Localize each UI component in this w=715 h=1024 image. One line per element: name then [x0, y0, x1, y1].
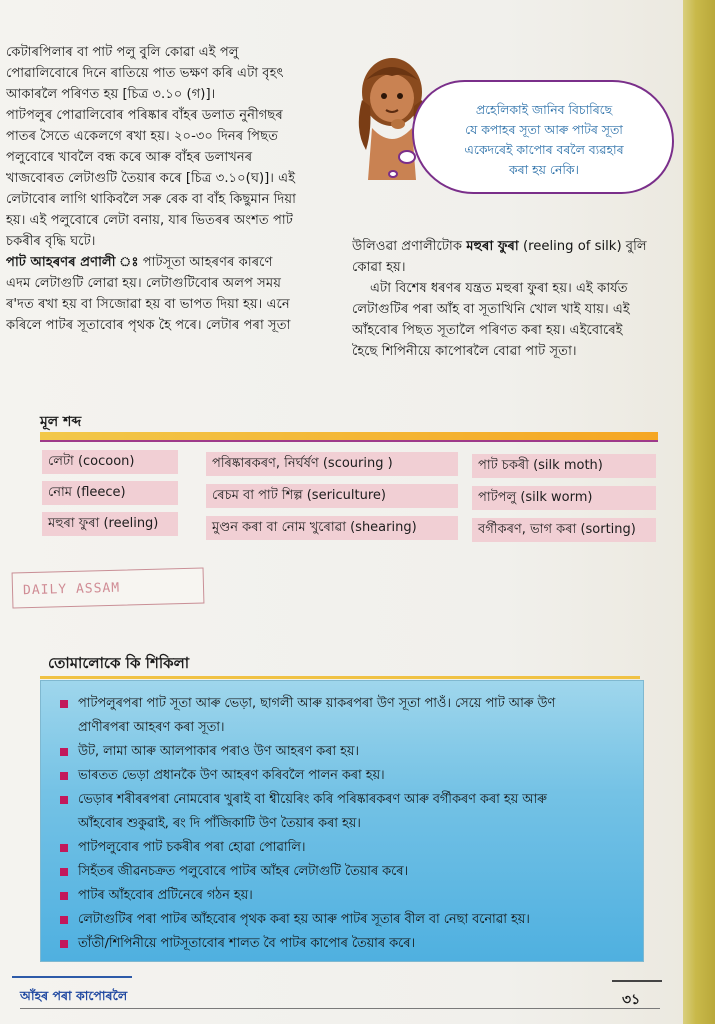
list-item-text: উট, লামা আৰু আলপাকাৰ পৰাও উণ আহৰণ কৰা হয়। [78, 744, 359, 759]
list-item [58, 836, 638, 860]
watermark-stamp: DAILY ASSAM [12, 567, 205, 608]
keyword-cell: পাট চকৰী (silk moth) [472, 454, 656, 478]
keyword-cell: বৰ্গীকৰণ, ভাগ কৰা (sorting) [472, 518, 656, 542]
learned-list [58, 692, 638, 956]
list-item [58, 932, 638, 956]
keyword-cell: পাটপলু (silk worm) [472, 486, 656, 510]
footer-accent-line [12, 976, 132, 978]
keywords-bar [40, 432, 658, 440]
text-line: হৈছে শিপিনীয়ে কাপোৰলৈ বোৱা পাট সূতা। [352, 344, 577, 359]
bubble-tail-dot [398, 150, 416, 164]
list-item [58, 740, 638, 764]
list-item-text: পাটৰ আঁহবোৰ প্ৰটিনেৰে গঠন হয়। [78, 888, 253, 903]
text-line: চকৰীৰ বৃদ্ধি ঘটে। [6, 234, 96, 249]
bullet-icon [60, 700, 68, 708]
text-line: লেটাবোৰ লাগি থাকিবলৈ সৰু ৰেক বা বাঁহ কিছুমান দিয়া [6, 192, 296, 207]
text-line: পাটপলুৰ পোৱালিবোৰ পৰিষ্কাৰ বাঁহৰ ডলাত নুনীগছৰ [6, 108, 283, 123]
bubble-text [424, 100, 664, 180]
bubble-line: কৰা হয় নেকি। [509, 162, 579, 177]
bullet-icon [60, 748, 68, 756]
text-line: এটা বিশেষ ধৰণৰ যন্ত্ৰত মহুৰা ফুৰা হয়। এই কাৰ্যত [370, 281, 628, 296]
bullet-icon [60, 916, 68, 924]
right-column-text [352, 236, 677, 362]
bullet-icon [60, 868, 68, 876]
text-line: পাটসূতা আহৰণৰ কাৰণে [142, 255, 273, 270]
footer-rule [20, 1008, 660, 1009]
bubble-line: যে কপাহৰ সূতা আৰু পাটৰ সূতা [465, 122, 623, 137]
text-line: খাজবোৰত লেটাগুটি তৈয়াৰ কৰে [চিত্ৰ ৩.১০(ঘ)]। এই [6, 171, 296, 186]
text-line: লেটাগুটিৰ পৰা আঁহ বা সূতাখিনি খোল খাই যায়। এই [352, 302, 630, 317]
bullet-icon [60, 844, 68, 852]
text-line: ৰ'দত ৰখা হয় বা সিজোৱা হয় বা ভাপত দিয়া হয়। এনে [6, 297, 290, 312]
bullet-icon [60, 892, 68, 900]
list-item [58, 764, 638, 788]
list-item-text: আঁহবোৰ শুকুৱাই, ৰং দি পাঁজিকাটি উণ তৈয়াৰ কৰা হয়। [78, 816, 361, 831]
bullet-icon [60, 940, 68, 948]
text-line: কোৱা হয়। [352, 260, 406, 275]
list-item-continuation [58, 716, 638, 740]
left-column-text [6, 42, 336, 336]
text-line: পাতৰ সৈতে একেলগে ৰখা হয়। ২০-৩০ দিনৰ পিছত [6, 129, 278, 144]
text-line: কৰিলে পাটৰ সূতাবোৰ পৃথক হৈ পৰে। লেটাৰ পৰা সূতা [6, 318, 291, 333]
text-line: আকাৰলৈ পৰিণত হয় [চিত্ৰ ৩.১০ (গ)]। [6, 87, 216, 102]
list-item-continuation [58, 812, 638, 836]
list-item-text: পাটপলুবোৰ পাট চকৰীৰ পৰা হোৱা পোৱালি। [78, 840, 306, 855]
bubble-line: একেদৰেই কাপোৰ বৰলৈ ব্যৱহাৰ [464, 142, 624, 157]
list-item [58, 692, 638, 716]
text-line: হয়। এই পলুবোৰে লেটা বনায়, যাৰ ভিতৰৰ অংশত পাট [6, 213, 293, 228]
keyword-cell: মুণ্ডন কৰা বা নোম খুৰোৱা (shearing) [206, 516, 458, 540]
page-edge-strip [683, 0, 715, 1024]
reeling-definition-line [352, 236, 677, 257]
text-span: উলিওৱা প্ৰণালীটোক [352, 239, 467, 254]
list-item-text: সিহঁতৰ জীৱনচক্ৰত পলুবোৰে পাটৰ আঁহৰ লেটাগুটি তৈয়াৰ কৰে। [78, 864, 409, 879]
bubble-line: প্ৰহেলিকাই জানিব বিচাৰিছে [475, 102, 613, 117]
list-item-text: প্ৰাণীৰপৰা আহৰণ কৰা সূতা। [78, 720, 225, 735]
text-line: পোৱালিবোৰে দিনে ৰাতিয়ে পাত ভক্ষণ কৰি এটা বৃহৎ [6, 66, 284, 81]
page-number: ৩১ [622, 992, 641, 1008]
keywords-bar-line [40, 440, 658, 442]
method-heading-line [6, 252, 336, 273]
text-line: কেটাৰপিলাৰ বা পাট পলু বুলি কোৱা এই পলু [6, 45, 239, 60]
list-item [58, 908, 638, 932]
learned-title: তোমালোকে কি শিকিলা [48, 654, 190, 672]
keyword-cell: লেটা (cocoon) [42, 450, 178, 474]
learned-bar [40, 676, 640, 679]
keyword-cell: ৰেচম বা পাট শিল্প (sericulture) [206, 484, 458, 508]
bullet-icon [60, 796, 68, 804]
list-item [58, 884, 638, 908]
reeling-term: মহুৰা ফুৰা [466, 239, 519, 254]
text-line: আঁহবোৰ পিছত সূতালৈ পৰিণত কৰা হয়। এইবোৰেই [352, 323, 623, 338]
chapter-footer-label: আঁহৰ পৰা কাপোৰলৈ [20, 988, 128, 1003]
list-item [58, 860, 638, 884]
list-item-text: ভেড়াৰ শৰীৰৰপৰা নোমবোৰ খুৰাই বা শ্বীয়েৰিং কৰি পৰিষ্কাৰকৰণ আৰু বৰ্গীকৰণ কৰা হয় আৰু [78, 792, 547, 807]
bubble-tail-dot [388, 170, 398, 178]
list-item-text: ভাৰতত ভেড়া প্ৰধানকৈ উণ আহৰণ কৰিবলৈ পালন কৰা হয়। [78, 768, 385, 783]
keyword-cell: মহুৰা ফুৰা (reeling) [42, 512, 178, 536]
list-item-text: তাঁতী/শিপিনীয়ে পাটসূতাবোৰ শালত বৈ পাটৰ কাপোৰ তৈয়াৰ কৰে। [78, 936, 416, 951]
text-span: (reeling of silk) বুলি [518, 239, 647, 254]
text-line: এদম লেটাগুটি লোৱা হয়। লেটাগুটিবোৰ অলপ সময় [6, 276, 281, 291]
keyword-cell: নোম (fleece) [42, 481, 178, 505]
bullet-icon [60, 772, 68, 780]
keyword-cell: পৰিষ্কাৰকৰণ, নিৰ্ঘৰ্ষণ (scouring ) [206, 452, 458, 476]
list-item-text: পাটপলুৰপৰা পাট সূতা আৰু ভেড়া, ছাগলী আৰু য়াকৰপৰা উণ সূতা পাওঁ। সেয়ে পাট আৰু উণ [78, 696, 556, 711]
method-heading: পাট আহৰণৰ প্ৰণালী ঃ [6, 255, 139, 270]
text-line: পলুবোৰে খাবলৈ বন্ধ কৰে আৰু বাঁহৰ ডলাখনৰ [6, 150, 253, 165]
list-item-text: লেটাগুটিৰ পৰা পাটৰ আঁহবোৰ পৃথক কৰা হয় আৰু পাটৰ সূতাৰ বীল বা নেছা বনোৱা হয়। [78, 912, 530, 927]
keywords-title: মূল শব্দ [40, 414, 82, 430]
page-number-rule [612, 980, 662, 982]
list-item [58, 788, 638, 812]
